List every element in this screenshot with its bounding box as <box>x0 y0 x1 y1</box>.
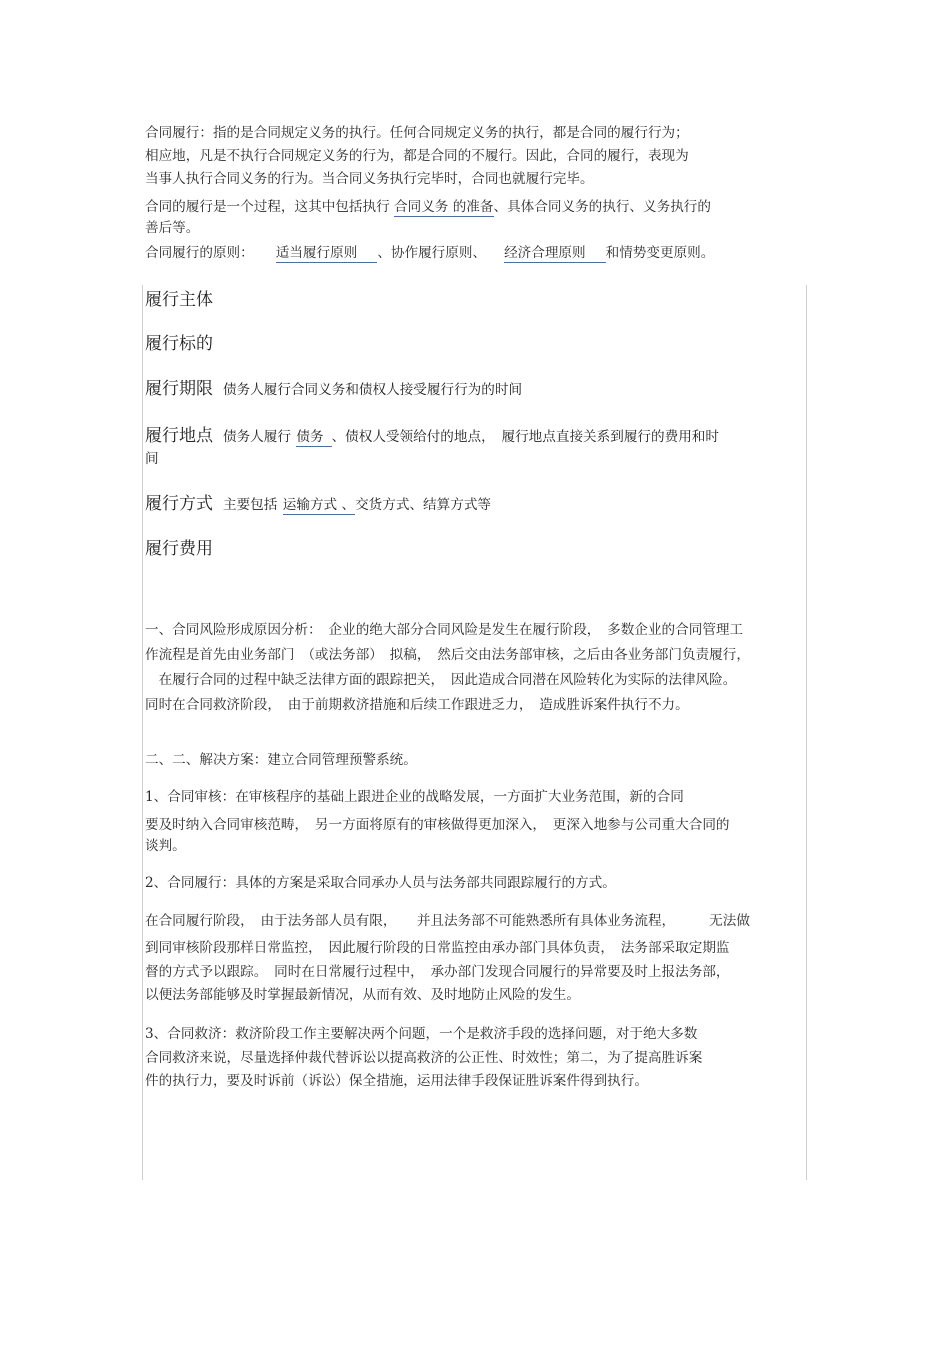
underlined-term-appropriate: 适当履行原则 <box>276 245 378 263</box>
underlined-term-debt: 债务 <box>296 429 331 447</box>
intro-line-2: 相应地，凡是不执行合同规定义务的行为，都是合同的不履行。因此，合同的履行，表现为 <box>145 148 689 164</box>
analysis-line-4: 同时在合同救济阶段， 由于前期救济措施和后续工作跟进乏力， 造成胜诉案件执行不力。 <box>145 697 689 713</box>
item-method <box>145 493 491 516</box>
item-method-desc: 主要包括 <box>223 497 278 513</box>
solution-p3-line-1: 3、合同救济：救济阶段工作主要解决两个问题，一个是救济手段的选择问题，对于绝大多数 <box>145 1026 698 1042</box>
item-period <box>145 378 522 401</box>
underlined-term-contract-obligation: 合同义务 的准备 <box>394 199 494 215</box>
solution-p1-line-3: 谈判。 <box>145 838 186 854</box>
solution-p2-line-4: 督的方式予以跟踪。 同时在日常履行过程中， 承办部门发现合同履行的异常要及时上报法务部， <box>145 964 730 980</box>
principles-text: 、协作履行原则、 <box>377 245 487 261</box>
solution-p2-line-1: 2、合同履行：具体的方案是采取合同承办人员与法务部共同跟踪履行的方式。 <box>145 875 616 891</box>
intro-line-1: 合同履行：指的是合同规定义务的执行。任何合同规定义务的执行，都是合同的履行行为； <box>145 125 689 141</box>
solution-p1-line-1: 1、合同审核：在审核程序的基础上跟进企业的战略发展，一方面扩大业务范围，新的合同 <box>145 789 684 805</box>
principles-line <box>145 244 714 262</box>
solution-p2-line-5: 以便法务部能够及时掌握最新情况，从而有效、及时地防止风险的发生。 <box>145 987 580 1003</box>
intro-text: 、具体合同义务的执行、义务执行的 <box>493 199 711 215</box>
item-place-title: 履行地点 <box>145 426 213 446</box>
item-method-desc-rest: 交货方式、结算方式等 <box>355 497 492 513</box>
analysis-line-2: 作流程是首先由业务部门 （或法务部） 拟稿， 然后交由法务部审核，之后由各业务部门负责履行， <box>145 647 750 663</box>
intro-line-4 <box>145 198 711 216</box>
item-subject: 履行主体 <box>145 290 213 310</box>
item-place-wrap: 间 <box>145 451 159 467</box>
analysis-line-1: 一、合同风险形成原因分析： 企业的绝大部分合同风险是发生在履行阶段， 多数企业的合同管理工 <box>145 622 744 638</box>
underlined-term-economic: 经济合理原则 <box>504 245 606 263</box>
solution-p3-line-2: 合同救济来说，尽量选择仲裁代替诉讼以提高救济的公正性、时效性；第二，为了提高胜诉案 <box>145 1050 703 1066</box>
solution-p3-line-3: 件的执行力，要及时诉前（诉讼）保全措施，运用法律手段保证胜诉案件得到执行。 <box>145 1073 648 1089</box>
principles-text: 和情势变更原则。 <box>605 245 715 261</box>
item-place <box>145 425 719 448</box>
item-place-desc-rest: 、债权人受领给付的地点， 履行地点直接关系到履行的费用和时 <box>331 429 719 445</box>
analysis-line-3: 在履行合同的过程中缺乏法律方面的跟踪把关， 因此造成合同潜在风险转化为实际的法律风险。 <box>145 672 737 688</box>
underlined-term-transport: 运输方式 、 <box>282 497 356 513</box>
item-place-desc: 债务人履行 <box>223 429 291 445</box>
right-rule <box>806 285 807 1180</box>
solution-title: 二、二、解决方案：建立合同管理预警系统。 <box>145 752 417 768</box>
item-period-title: 履行期限 <box>145 379 213 399</box>
intro-line-3: 当事人执行合同义务的行为。当合同义务执行完毕时，合同也就履行完毕。 <box>145 171 594 187</box>
principles-label: 合同履行的原则： <box>145 245 254 261</box>
item-cost: 履行费用 <box>145 539 213 559</box>
solution-p2-line-2: 在合同履行阶段， 由于法务部人员有限， 并且法务部不可能熟悉所有具体业务流程， 无法做 <box>145 913 750 929</box>
item-target: 履行标的 <box>145 334 213 354</box>
left-rule <box>142 285 143 1180</box>
item-method-title: 履行方式 <box>145 494 213 514</box>
intro-text: 合同的履行是一个过程，这其中包括执行 <box>145 199 390 215</box>
solution-p2-line-3: 到同审核阶段那样日常监控， 因此履行阶段的日常监控由承办部门具体负责， 法务部采取定期监 <box>145 940 730 956</box>
item-period-desc: 债务人履行合同义务和债权人接受履行行为的时间 <box>223 382 523 398</box>
solution-p1-line-2: 要及时纳入合同审核范畴， 另一方面将原有的审核做得更加深入， 更深入地参与公司重大合同的 <box>145 817 730 833</box>
intro-line-5: 善后等。 <box>145 220 200 236</box>
